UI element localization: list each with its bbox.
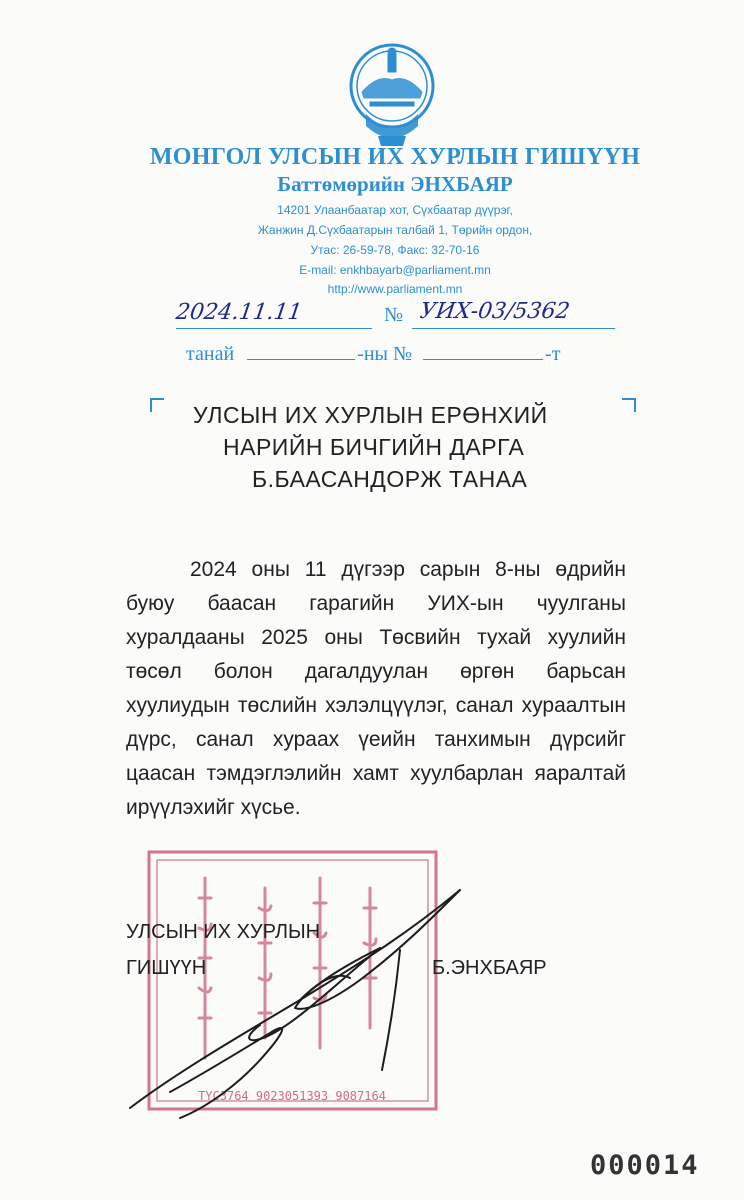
signatory-name: Б.ЭНХБАЯР [432,957,547,979]
institution-title: МОНГОЛ УЛСЫН ИХ ХУРЛЫН ГИШҮҮН [149,144,641,170]
website-line: http://www.parliament.mn [327,282,463,296]
addressee-corner-right [622,398,636,412]
email-line: E-mail: enkhbayarb@parliament.mn [299,263,491,277]
serial-number: 000014 [590,1150,700,1181]
number-underline [412,328,615,329]
address-line: 14201 Улаанбаатар хот, Сүхбаатар дүүрэг, [277,203,513,217]
your-ref-middle: -ны № [357,343,413,365]
number-label: № [384,304,404,326]
your-ref-date-blank [247,345,355,360]
member-name: Баттөмөрийн ЭНХБАЯР [277,172,513,196]
state-emblem-icon [348,40,436,150]
letter-body [126,553,626,825]
addressee-line: Б.БААСАНДОРЖ ТАНАА [252,466,528,492]
your-ref-prefix: танай [186,343,235,365]
body-paragraph: 2024 оны 11 дүгээр сарын 8-ны өдрийн буюу баасан гарагийн УИХ-ын чуулганы хуралдааны 2025 оны Төсвийн тухай хуулийн төсөл болон дагалдуулан өргөн барьсан хуулиудын төслийн хэлэлцүүлэг, санал хураалтын дүрс, санал хураах үеийн танхимын дүрсийг цаасан тэмдэглэлийн хамт хуулбарлан яаралтай ирүүлэхийг хүсье. [126,558,626,819]
address-line: Жанжин Д.Сүхбаатарын талбай 1, Төрийн ордон, [257,223,533,237]
phone-line: Утас: 26-59-78, Факс: 32-70-16 [310,243,480,257]
letter-number: УИХ-03/5362 [418,299,572,324]
your-ref-number-blank [423,345,543,360]
handwritten-signature [100,860,520,1130]
letter-date: 2024.11.11 [174,300,304,325]
date-underline [176,328,372,329]
addressee-line: НАРИЙН БИЧГИЙН ДАРГА [223,434,525,460]
signatory-title-line1: УЛСЫН ИХ ХУРЛЫН [126,921,321,943]
your-ref-suffix: -т [545,343,561,365]
addressee-line: УЛСЫН ИХ ХУРЛЫН ЕРӨНХИЙ [193,402,548,428]
stamp-numbers: ТҮС3764 9023051393 9087164 [198,1089,386,1103]
addressee-corner-left [150,398,164,412]
your-reference-line [186,343,560,366]
signatory-title-line2: ГИШҮҮН [126,957,207,979]
